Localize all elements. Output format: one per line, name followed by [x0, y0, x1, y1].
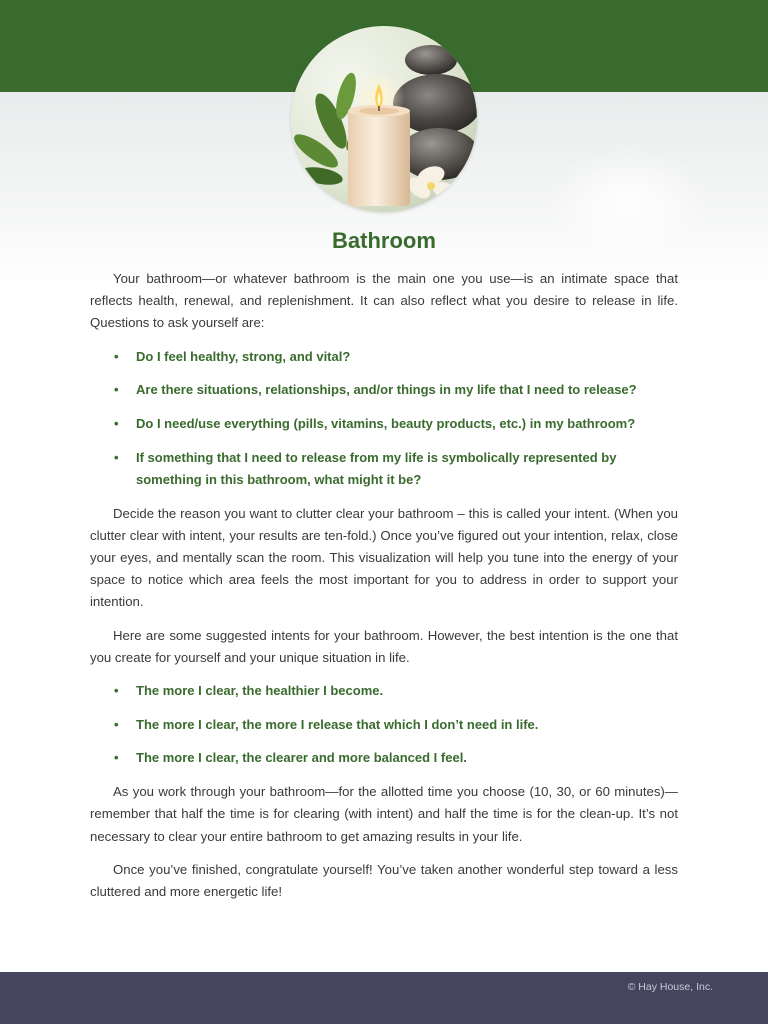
- list-item: • Do I need/use everything (pills, vitamins, beauty products, etc.) in my bathroom?: [136, 413, 678, 435]
- page-title: Bathroom: [332, 228, 436, 253]
- work-paragraph: As you work through your bathroom—for the allotted time you choose (10, 30, or 60 minutes)—remember that half the time is for clearing (with intent) and half the time is for the clean-up. It’s not necessary to clear your entire bathroom to get amazing results in your life.: [90, 784, 678, 844]
- list-item: • The more I clear, the healthier I become.: [136, 680, 678, 702]
- intro-paragraph: Your bathroom—or whatever bathroom is the main one you use—is an intimate space that reflects health, renewal, and replenishment. It can also reflect what you desire to release in life. Questions to ask yourself are:: [90, 271, 678, 331]
- candle-stones-photo: [291, 26, 477, 212]
- decide-paragraph: Decide the reason you want to clutter clear your bathroom – this is called your intent. (When you clutter clear with intent, your results are ten-fold.) Once you’ve figured out your intention, relax, close your eyes, and mentally scan the room. This visualization will help you tune into the energy of your space to notice which area feels the most important for you to address in order to support your intention.: [90, 505, 678, 610]
- list-item: • Do I feel healthy, strong, and vital?: [136, 346, 678, 368]
- footer-band: [0, 972, 768, 1024]
- list-item: • Are there situations, relationships, and/or things in my life that I need to release?: [136, 379, 678, 401]
- intents-intro-paragraph: Here are some suggested intents for your bathroom. However, the best intention is the one that you create for yourself and your unique situation in life.: [90, 627, 678, 665]
- intents-list: [90, 680, 678, 770]
- questions-list: [90, 346, 678, 492]
- list-item: • The more I clear, the more I release that which I don’t need in life.: [136, 714, 678, 736]
- copyright-text: © Hay House, Inc.: [627, 981, 713, 993]
- finish-paragraph: Once you’ve finished, congratulate yourself! You’ve taken another wonderful step toward a less cluttered and more energetic life!: [90, 861, 678, 899]
- list-item: • If something that I need to release from my life is symbolically represented by something in this bathroom, what might it be?: [136, 447, 678, 491]
- article-body: [90, 268, 678, 914]
- list-item: • The more I clear, the clearer and more balanced I feel.: [136, 747, 678, 769]
